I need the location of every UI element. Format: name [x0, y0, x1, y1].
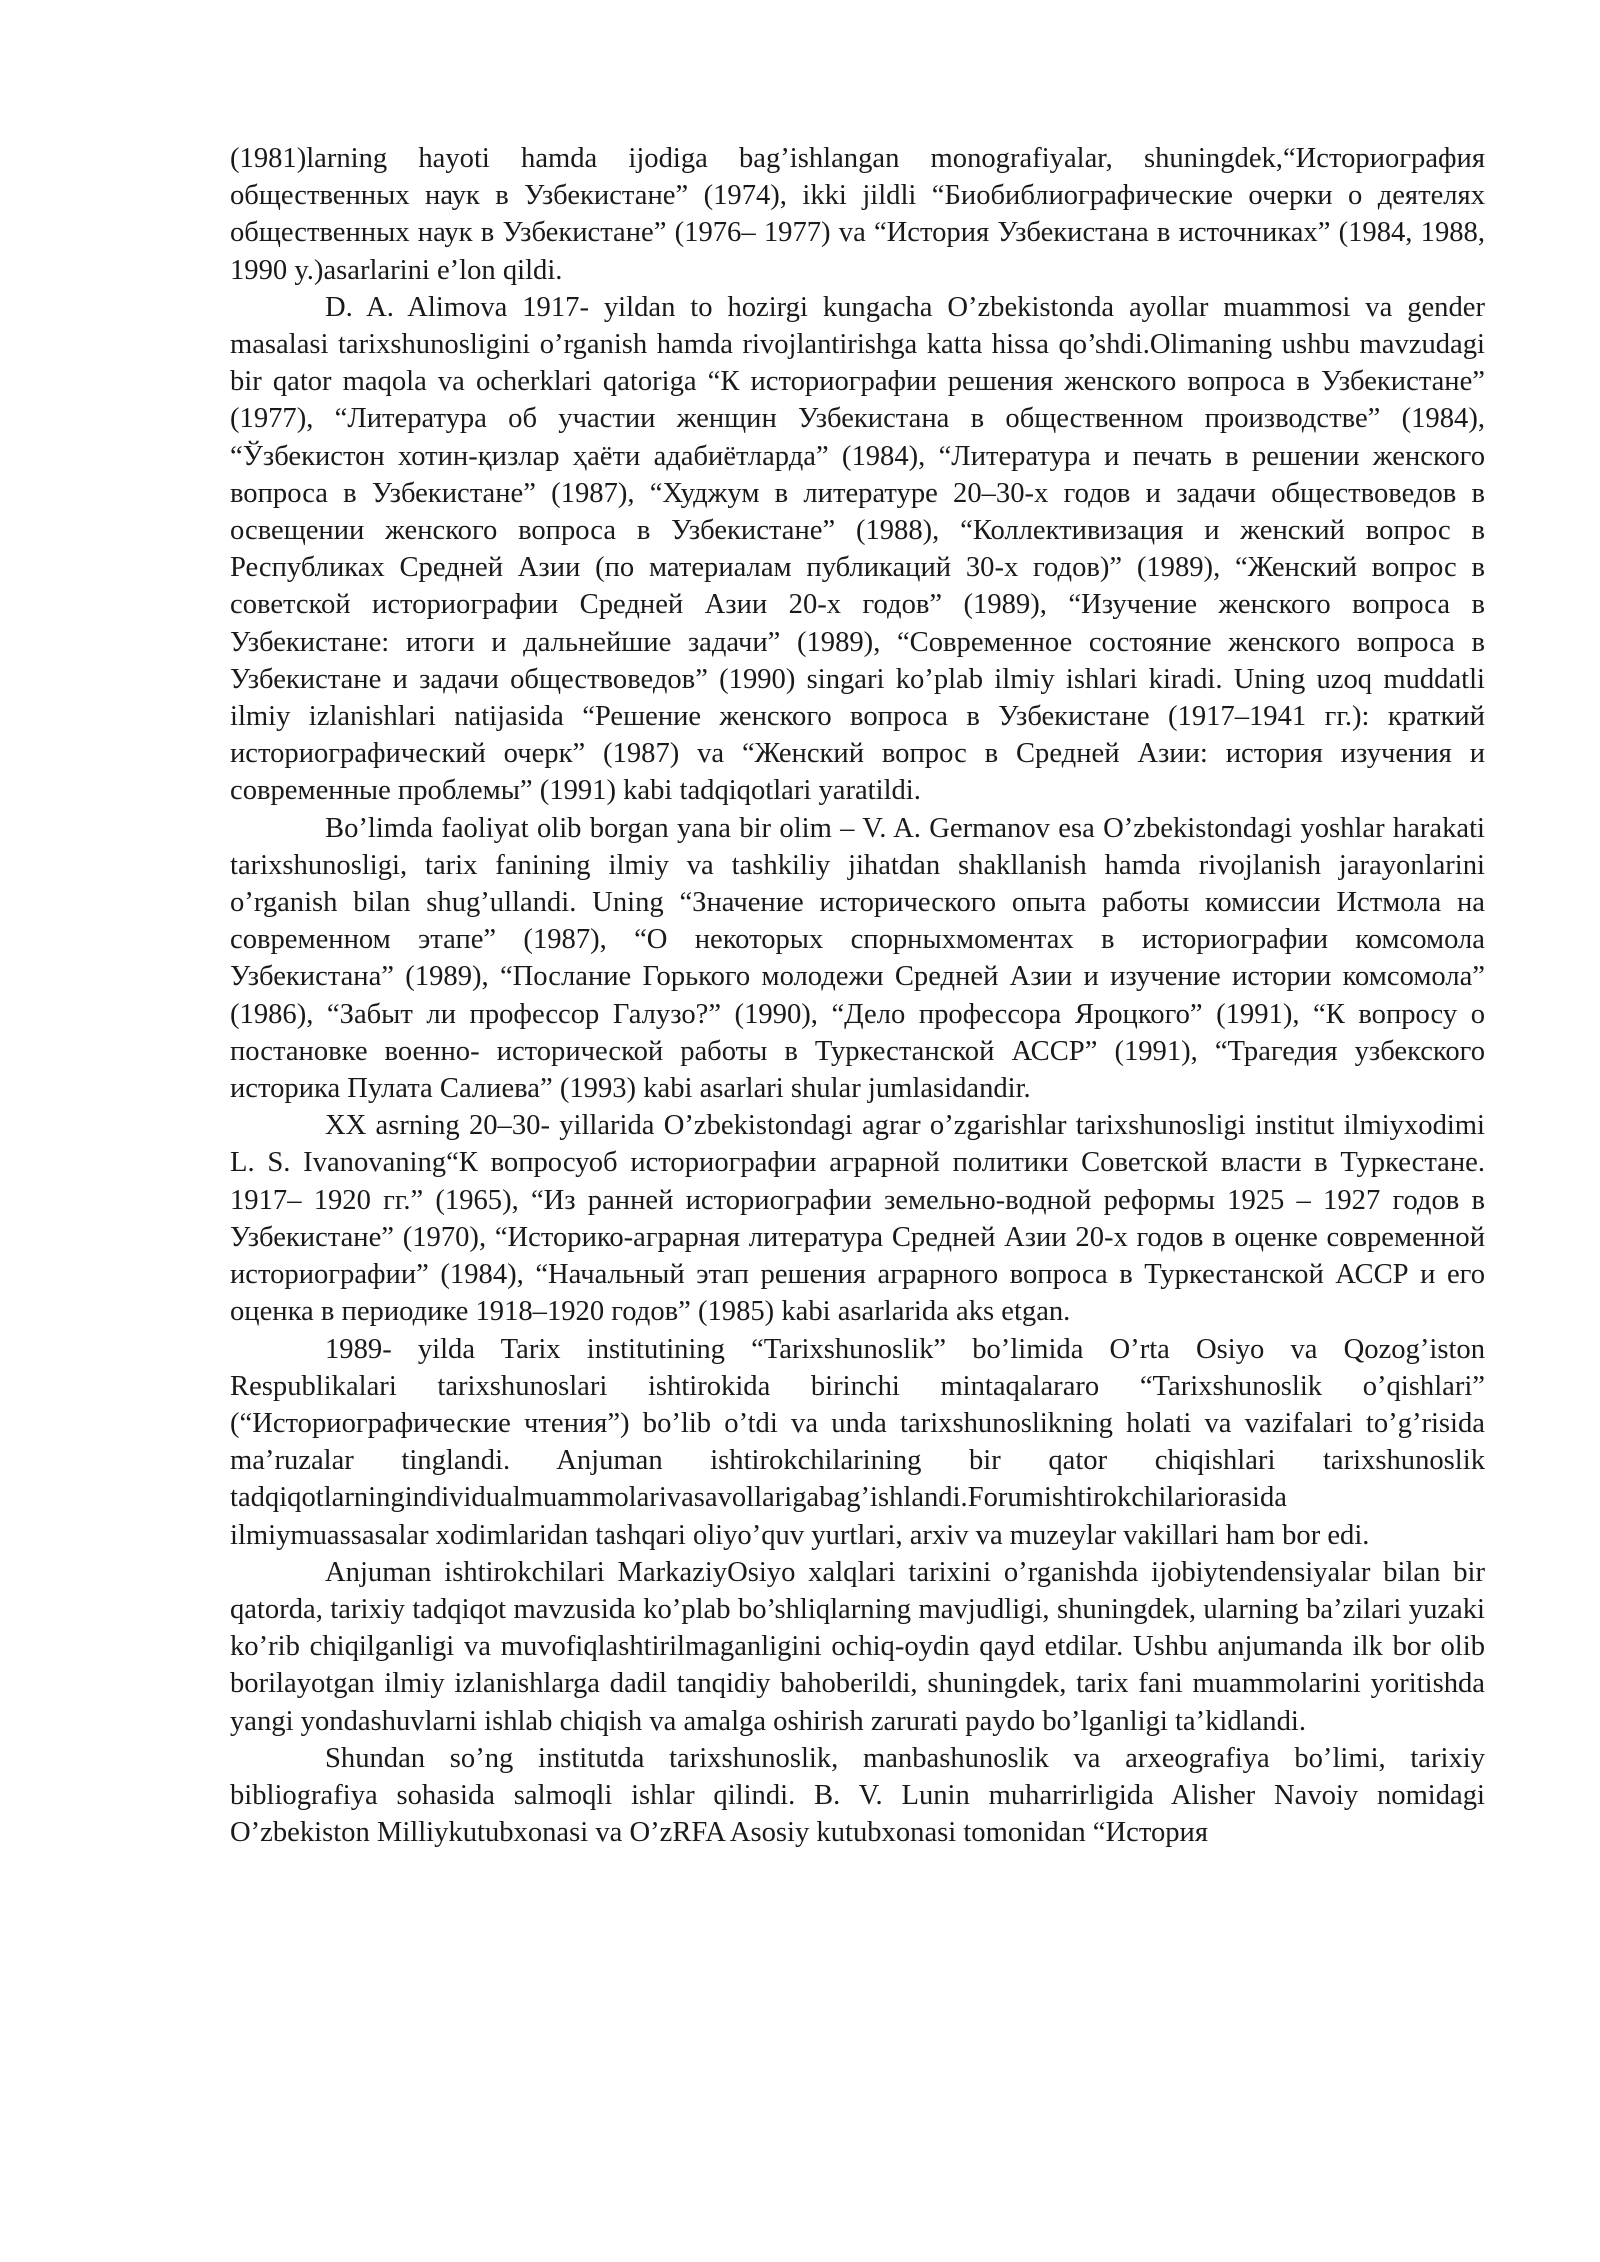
paragraph-bibliography-work: Shundan so’ng institutda tarixshunoslik, manbashunoslik va arxeografiya bo’limi, tarixiy bibliografiya sohasida salmoqli ishlar qilindi. B. V. Lunin muharrirligida Alisher Navoiy nomidagi O’zbekiston Milliykutubxonasi va O’zRFA Asosiy kutubxonasi tomonidan “История — [230, 1742, 1485, 1849]
paragraph-alimova: D. A. Alimova 1917- yildan to hozirgi kungacha O’zbekistonda ayollar muammosi va gender masalasi tarixshunosligini o’rganish hamda rivojlantirishga katta hissa qo’shdi.Olimaning ushbu mavzudagi bir qator maqola va ocherklari qatoriga “К историографии решения женского вопроса в Узбекистане” (1977), “Литература об участии женщин Узбекистана в общественном производстве” (1984), “Ўзбекистон хотин-қизлар ҳаёти адабиётларда” (1984), “Литература и печать в решении женского вопроса в Узбекистане” (1987), “Худжум в литературе 20–30-х годов и задачи обществоведов в освещении женского вопроса в Узбекистане” (1988), “Коллективизация и женский вопрос в Республиках Средней Азии (по материалам публикаций 30-х годов)” (1989), “Женский вопрос в советской историографии Средней Азии 20-х годов” (1989), “Изучение женского вопроса в Узбекистане: итоги и дальнейшие задачи” (1989), “Современное состояние женского вопроса в Узбекистане и задачи обществоведов” (1990) singari ko’plab ilmiy ishlari kiradi. Uning uzoq muddatli ilmiy izlanishlari natijasida “Решение женского вопроса в Узбекистане (1917–1941 гг.): краткий историографический очерк” (1987) va “Женский вопрос в Средней Азии: история изучения и современные проблемы” (1991) kabi tadqiqotlari yaratildi. — [230, 291, 1485, 807]
paragraph-1989-readings: 1989- yilda Tarix institutining “Tarixshunoslik” bo’limida O’rta Osiyo va Qozog’iston Respublikalari tarixshunoslari ishtirokida birinchi mintaqalararo “Tarixshunoslik o’qishlari” (“Историографические чтения”) bo’lib o’tdi va unda tarixshunoslikning holati va vazifalari to’g’risida ma’ruzalar tinglandi. Anjuman ishtirokchilarining bir qator chiqishlari tarixshunoslik tadqiqotlarningindividualmuammolarivasavollarigabag’ishlandi.Forumishtirokchilariorasida ilmiymuassasalar xodimlaridan tashqari oliyo’quv yurtlari, arxiv va muzeylar vakillari ham bor edi. — [230, 1333, 1485, 1551]
paragraph-ivanova: XX asrning 20–30- yillarida O’zbekistondagi agrar o’zgarishlar tarixshunosligi institut ilmiyxodimi L. S. Ivanovaning“К вопросуоб историографии аграрной политики Советской власти в Туркестане. 1917– 1920 гг.” (1965), “Из ранней историографии земельно-водной реформы 1925 – 1927 годов в Узбекистане” (1970), “Историко-аграрная литература Средней Азии 20-х годов в оценке современной историографии” (1984), “Начальный этап решения аграрного вопроса в Туркестанской АССР и его оценка в периодике 1918–1920 годов” (1985) kabi asarlarida aks etgan. — [230, 1110, 1485, 1328]
document-page — [230, 140, 1485, 1851]
paragraph-monographs: (1981)larning hayoti hamda ijodiga bag’ishlangan monografiyalar, shuningdek,“Историография общественных наук в Узбекистане” (1974), ikki jildli “Биобиблиографические очерки о деятелях общественных наук в Узбекистане” (1976– 1977) va “История Узбекистана в источниках” (1984, 1988, 1990 y.)asarlarini e’lon qildi. — [230, 143, 1485, 286]
paragraph-germanov: Bo’limda faoliyat olib borgan yana bir olim – V. A. Germanov esa O’zbekistondagi yoshlar harakati tarixshunosligi, tarix fanining ilmiy va tashkiliy jihatdan shakllanish hamda rivojlanish jarayonlarini o’rganish bilan shug’ullandi. Uning “Значение исторического опыта работы комиссии Истмола на современном этапе” (1987), “О некоторых спорныхмоментах в историографии комсомола Узбекистана” (1989), “Послание Горького молодежи Средней Азии и изучение истории комсомола” (1986), “Забыт ли профессор Галузо?” (1990), “Дело профессора Яроцкого” (1991), “К вопросу о постановке военно- исторической работы в Туркестанской АССР” (1991), “Трагедия узбекского историка Пулата Салиева” (1993) kabi asarlari shular jumlasidandir. — [230, 812, 1485, 1105]
paragraph-conference-participants: Anjuman ishtirokchilari MarkaziyOsiyo xalqlari tarixini o’rganishda ijobiytendensiyalar bilan bir qatorda, tarixiy tadqiqot mavzusida ko’plab bo’shliqlarning mavjudligi, shuningdek, ularning ba’zilari yuzaki ko’rib chiqilganligi va muvofiqlashtirilmaganligini ochiq-oydin qayd etdilar. Ushbu anjumanda ilk bor olib borilayotgan ilmiy izlanishlarga dadil tanqidiy bahoberildi, shuningdek, tarix fani muammolarini yoritishda yangi yondashuvlarni ishlab chiqish va amalga oshirish zarurati paydo bo’lganligi ta’kidlandi. — [230, 1556, 1485, 1737]
